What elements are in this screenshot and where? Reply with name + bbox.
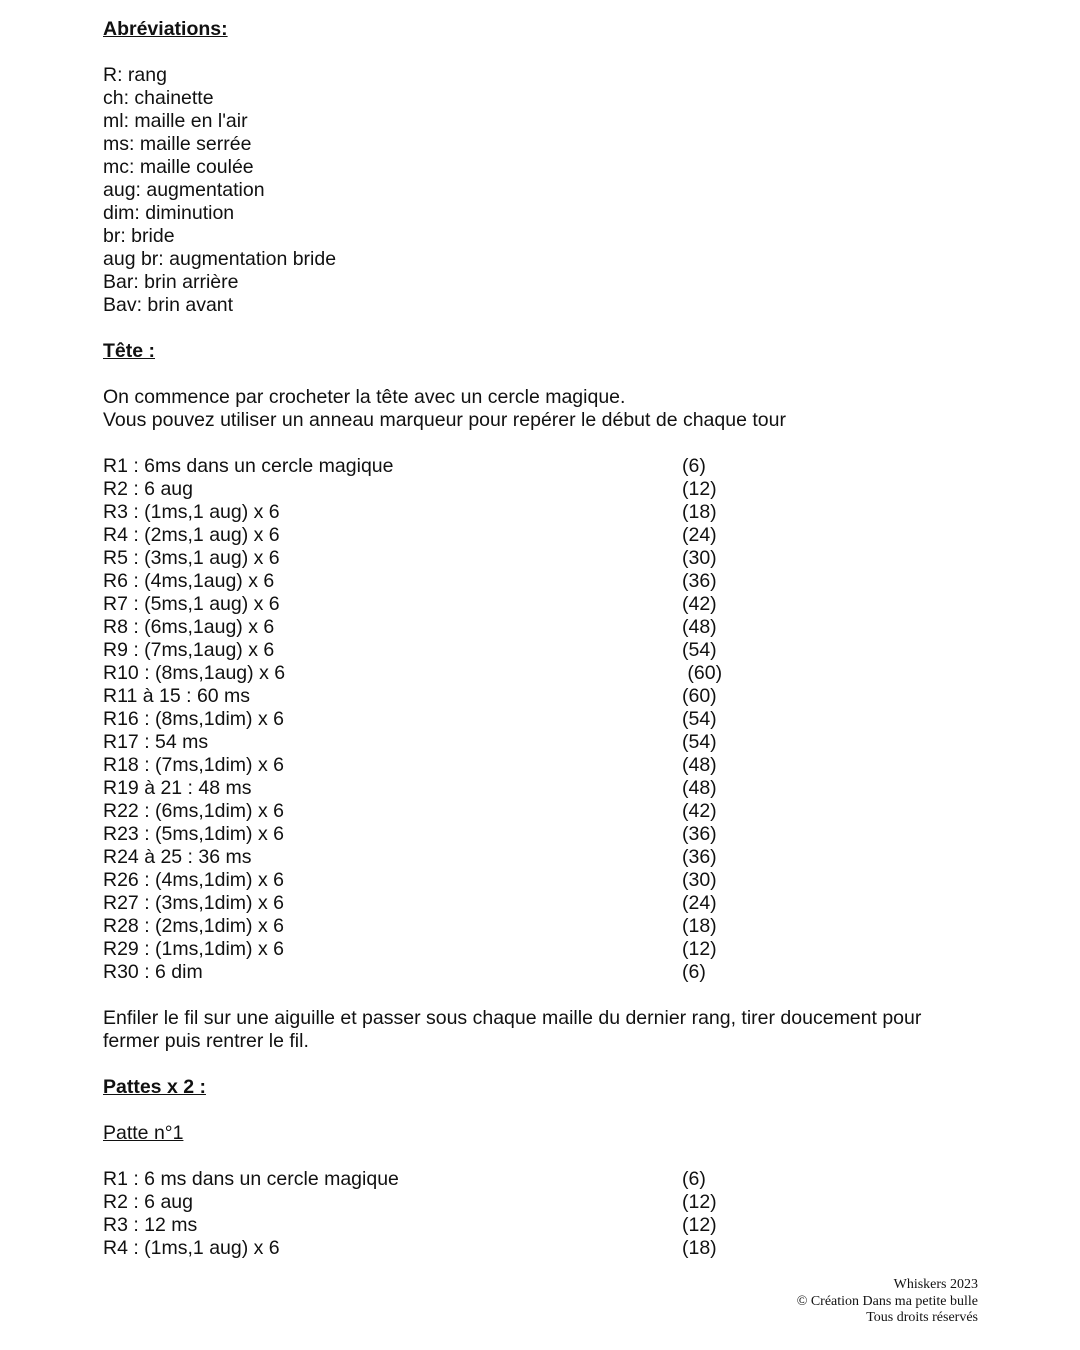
row-instruction: R11 à 15 : 60 ms (103, 685, 251, 707)
pattes-rows (103, 1168, 983, 1260)
row-instruction: R8 : (6ms,1aug) x 6 (103, 616, 275, 638)
pattern-row (103, 869, 983, 892)
row-stitch-count: (42) (682, 593, 717, 615)
tete-heading: Tête : (103, 340, 156, 362)
row-instruction: R4 : (2ms,1 aug) x 6 (103, 524, 280, 546)
pattern-row (103, 938, 983, 961)
abbreviation-item: Bar: brin arrière (103, 271, 239, 293)
pattern-row (103, 892, 983, 915)
pattern-row (103, 501, 983, 524)
row-stitch-count: (18) (682, 501, 717, 523)
row-instruction: R2 : 6 aug (103, 1191, 193, 1213)
row-stitch-count: (18) (682, 915, 717, 937)
row-stitch-count: (36) (682, 846, 717, 868)
row-stitch-count: (54) (682, 731, 717, 753)
row-instruction: R17 : 54 ms (103, 731, 209, 753)
abbreviation-item: Bav: brin avant (103, 294, 234, 316)
row-instruction: R9 : (7ms,1aug) x 6 (103, 639, 275, 661)
row-instruction: R5 : (3ms,1 aug) x 6 (103, 547, 280, 569)
row-stitch-count: (30) (682, 869, 717, 891)
tete-closing-paragraph: Enfiler le fil sur une aiguille et passer sous chaque maille du dernier rang, tirer doucement pour fermer puis rentrer le fil. (103, 1007, 922, 1052)
abbreviations-heading: Abréviations: (103, 18, 228, 40)
abbreviations-list (103, 64, 983, 317)
row-instruction: R6 : (4ms,1aug) x 6 (103, 570, 275, 592)
abbreviation-item: ms: maille serrée (103, 133, 252, 155)
row-stitch-count: (24) (682, 524, 717, 546)
pattern-row (103, 570, 983, 593)
row-instruction: R10 : (8ms,1aug) x 6 (103, 662, 286, 684)
row-instruction: R27 : (3ms,1dim) x 6 (103, 892, 284, 914)
pattern-row (103, 478, 983, 501)
pattern-row (103, 1191, 983, 1214)
pattes-heading: Pattes x 2 : (103, 1076, 206, 1098)
row-stitch-count: (48) (682, 777, 717, 799)
tete-intro-2: Vous pouvez utiliser un anneau marqueur pour repérer le début de chaque tour (103, 409, 786, 431)
row-instruction: R16 : (8ms,1dim) x 6 (103, 708, 284, 730)
pattern-row (103, 1214, 983, 1237)
pattern-row (103, 662, 983, 685)
row-instruction: R29 : (1ms,1dim) x 6 (103, 938, 284, 960)
abbreviation-item: dim: diminution (103, 202, 235, 224)
row-stitch-count: (12) (682, 478, 717, 500)
row-stitch-count: (48) (682, 616, 717, 638)
row-instruction: R26 : (4ms,1dim) x 6 (103, 869, 284, 891)
row-instruction: R2 : 6 aug (103, 478, 193, 500)
row-stitch-count: (24) (682, 892, 717, 914)
footer-title: Whiskers 2023 (893, 1277, 978, 1292)
tete-intro-1: On commence par crocheter la tête avec un cercle magique. (103, 386, 626, 408)
abbreviation-item: aug: augmentation (103, 179, 265, 201)
row-stitch-count: (60) (682, 662, 723, 684)
row-stitch-count: (6) (682, 455, 706, 477)
pattern-row (103, 547, 983, 570)
row-instruction: R30 : 6 dim (103, 961, 203, 983)
row-stitch-count: (12) (682, 938, 717, 960)
pattern-row (103, 777, 983, 800)
row-stitch-count: (54) (682, 708, 717, 730)
pattern-row (103, 685, 983, 708)
abbreviation-item: ml: maille en l'air (103, 110, 248, 132)
pattern-row (103, 639, 983, 662)
row-stitch-count: (42) (682, 800, 717, 822)
row-instruction: R23 : (5ms,1dim) x 6 (103, 823, 284, 845)
row-stitch-count: (18) (682, 1237, 717, 1259)
abbreviation-item: mc: maille coulée (103, 156, 254, 178)
row-instruction: R22 : (6ms,1dim) x 6 (103, 800, 284, 822)
abbreviation-item: ch: chainette (103, 87, 214, 109)
row-stitch-count: (30) (682, 547, 717, 569)
copyright-footer (797, 1277, 978, 1327)
row-stitch-count: (12) (682, 1214, 717, 1236)
row-instruction: R24 à 25 : 36 ms (103, 846, 252, 868)
row-stitch-count: (12) (682, 1191, 717, 1213)
row-instruction: R19 à 21 : 48 ms (103, 777, 252, 799)
row-stitch-count: (6) (682, 961, 706, 983)
row-instruction: R28 : (2ms,1dim) x 6 (103, 915, 284, 937)
pattern-row (103, 1237, 983, 1260)
pattern-row (103, 961, 983, 984)
pattern-row (103, 1168, 983, 1191)
pattern-row (103, 593, 983, 616)
row-stitch-count: (36) (682, 570, 717, 592)
row-instruction: R3 : (1ms,1 aug) x 6 (103, 501, 280, 523)
patte-1-subheading: Patte n°1 (103, 1122, 184, 1144)
pattern-row (103, 800, 983, 823)
pattern-row (103, 846, 983, 869)
row-instruction: R7 : (5ms,1 aug) x 6 (103, 593, 280, 615)
pattern-row (103, 524, 983, 547)
row-instruction: R3 : 12 ms (103, 1214, 198, 1236)
row-stitch-count: (6) (682, 1168, 706, 1190)
pattern-row (103, 455, 983, 478)
pattern-row (103, 708, 983, 731)
pattern-row (103, 823, 983, 846)
row-instruction: R1 : 6ms dans un cercle magique (103, 455, 394, 477)
row-stitch-count: (48) (682, 754, 717, 776)
row-stitch-count: (60) (682, 685, 717, 707)
row-instruction: R18 : (7ms,1dim) x 6 (103, 754, 284, 776)
row-instruction: R1 : 6 ms dans un cercle magique (103, 1168, 399, 1190)
abbreviation-item: aug br: augmentation bride (103, 248, 337, 270)
row-stitch-count: (36) (682, 823, 717, 845)
tete-rows (103, 455, 983, 984)
row-instruction: R4 : (1ms,1 aug) x 6 (103, 1237, 280, 1259)
abbreviation-item: br: bride (103, 225, 175, 247)
pattern-row (103, 915, 983, 938)
document-page (103, 18, 983, 1260)
pattern-row (103, 616, 983, 639)
row-stitch-count: (54) (682, 639, 717, 661)
pattern-row (103, 754, 983, 777)
footer-rights: Tous droits réservés (866, 1310, 978, 1325)
abbreviation-item: R: rang (103, 64, 167, 86)
pattern-row (103, 731, 983, 754)
footer-copyright: © Création Dans ma petite bulle (796, 1293, 978, 1309)
